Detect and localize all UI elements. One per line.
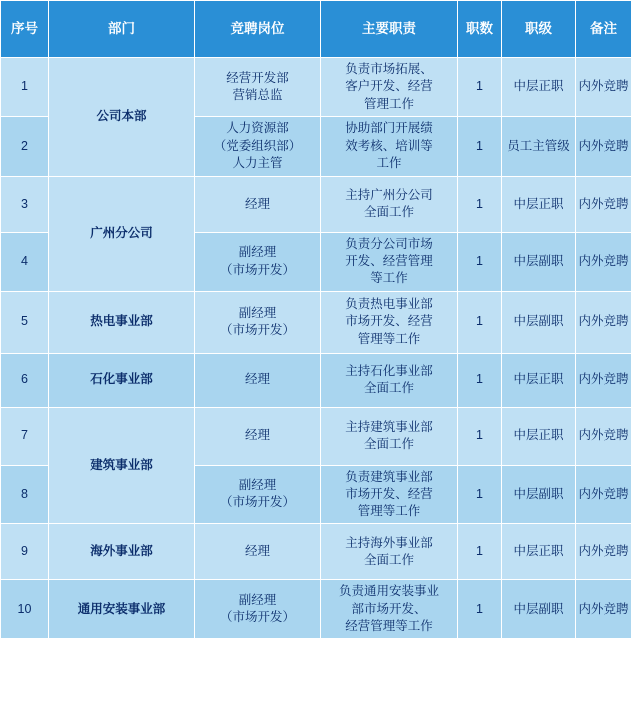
cell-post-line: 人力主管 (232, 155, 283, 170)
cell-seq: 2 (1, 116, 49, 176)
cell-note: 内外竞聘 (576, 465, 631, 524)
cell-post-line: 副经理 (238, 305, 277, 320)
cell-duty-line: 部市场开发、 (351, 601, 427, 616)
cell-rank: 中层副职 (502, 291, 576, 353)
cell-note: 内外竞聘 (576, 291, 631, 353)
column-header-dept: 部门 (49, 1, 195, 58)
column-header-note: 备注 (576, 1, 631, 58)
cell-duty-line: 效考核、培训等 (345, 138, 433, 153)
cell-seq: 9 (1, 524, 49, 580)
column-header-duty: 主要职责 (321, 1, 458, 58)
cell-seq: 6 (1, 353, 49, 407)
cell-post (195, 524, 321, 580)
cell-duty-line: 经营管理等工作 (345, 618, 433, 633)
cell-post (195, 291, 321, 353)
cell-rank: 中层正职 (502, 176, 576, 232)
cell-post-line: （市场开发） (219, 610, 295, 625)
cell-post (195, 407, 321, 465)
cell-duty-line: 全面工作 (363, 205, 414, 220)
cell-headcount: 1 (458, 580, 502, 639)
cell-headcount: 1 (458, 407, 502, 465)
cell-seq: 8 (1, 465, 49, 524)
cell-rank: 中层正职 (502, 524, 576, 580)
cell-post (195, 353, 321, 407)
cell-duty-line: 工作 (376, 155, 402, 170)
table-body (1, 58, 631, 639)
column-header-seq: 序号 (1, 1, 49, 58)
cell-headcount: 1 (458, 176, 502, 232)
cell-headcount: 1 (458, 58, 502, 117)
cell-department: 公司本部 (49, 58, 195, 177)
table-header (1, 1, 631, 58)
cell-note: 内外竞聘 (576, 524, 631, 580)
cell-post-line: 经理 (244, 372, 270, 387)
cell-rank: 中层正职 (502, 58, 576, 117)
cell-duty (321, 465, 458, 524)
cell-duty-line: 负责市场拓展、 (345, 62, 433, 76)
table-row (1, 291, 631, 353)
cell-post-line: （党委组织部） (213, 138, 302, 153)
cell-headcount: 1 (458, 524, 502, 580)
cell-post (195, 580, 321, 639)
table-row (1, 407, 631, 465)
cell-rank: 中层副职 (502, 580, 576, 639)
cell-headcount: 1 (458, 232, 502, 291)
cell-department: 海外事业部 (49, 524, 195, 580)
cell-post-line: 经理 (244, 544, 270, 559)
cell-duty-line: 全面工作 (363, 437, 414, 451)
cell-duty (321, 58, 458, 117)
cell-duty-line: 全面工作 (363, 381, 414, 395)
cell-duty-line: 主持海外事业部 (345, 535, 433, 550)
cell-department: 广州分公司 (49, 176, 195, 291)
cell-post-line: 营销总监 (232, 87, 283, 102)
table-row (1, 353, 631, 407)
cell-department: 建筑事业部 (49, 407, 195, 524)
cell-post-line: 副经理 (238, 245, 277, 260)
cell-duty-line: 等工作 (370, 271, 408, 286)
cell-department: 通用安装事业部 (49, 580, 195, 639)
cell-seq: 10 (1, 580, 49, 639)
column-header-rank: 职级 (502, 1, 576, 58)
cell-duty-line: 客户开发、经营 (345, 79, 433, 94)
cell-duty-line: 开发、经营管理 (345, 254, 433, 268)
cell-post-line: （市场开发） (219, 262, 295, 277)
cell-duty-line: 主持建筑事业部 (345, 419, 433, 434)
cell-note: 内外竞聘 (576, 580, 631, 639)
cell-duty-line: 管理工作 (363, 96, 414, 111)
cell-post-line: 经理 (244, 428, 270, 443)
cell-headcount: 1 (458, 465, 502, 524)
cell-post-line: 经理 (244, 196, 270, 211)
cell-department: 石化事业部 (49, 353, 195, 407)
cell-headcount: 1 (458, 116, 502, 176)
cell-rank: 员工主管级 (502, 116, 576, 176)
cell-note: 内外竞聘 (576, 232, 631, 291)
cell-duty (321, 407, 458, 465)
table-header-row (1, 1, 631, 58)
column-header-post: 竞聘岗位 (195, 1, 321, 58)
table-row (1, 58, 631, 117)
cell-duty-line: 负责建筑事业部 (345, 469, 433, 484)
table-row (1, 176, 631, 232)
cell-rank: 中层正职 (502, 353, 576, 407)
cell-duty-line: 主持广州分公司 (345, 188, 433, 202)
cell-seq: 5 (1, 291, 49, 353)
cell-note: 内外竞聘 (576, 407, 631, 465)
cell-note: 内外竞聘 (576, 116, 631, 176)
cell-duty-line: 负责通用安装事业 (338, 584, 439, 599)
cell-post-line: （市场开发） (219, 495, 295, 510)
cell-seq: 1 (1, 58, 49, 117)
cell-duty-line: 负责分公司市场 (345, 236, 433, 251)
cell-duty (321, 116, 458, 176)
cell-seq: 3 (1, 176, 49, 232)
cell-duty (321, 580, 458, 639)
cell-post (195, 116, 321, 176)
cell-post-line: 经营开发部 (226, 70, 289, 85)
cell-post (195, 176, 321, 232)
cell-note: 内外竞聘 (576, 353, 631, 407)
column-header-num: 职数 (458, 1, 502, 58)
cell-headcount: 1 (458, 353, 502, 407)
cell-post-line: 副经理 (238, 478, 277, 493)
cell-duty-line: 全面工作 (363, 552, 414, 567)
cell-duty (321, 291, 458, 353)
cell-headcount: 1 (458, 291, 502, 353)
cell-duty (321, 176, 458, 232)
cell-seq: 7 (1, 407, 49, 465)
cell-duty-line: 管理等工作 (357, 331, 421, 346)
cell-rank: 中层副职 (502, 232, 576, 291)
cell-post (195, 232, 321, 291)
cell-post-line: 副经理 (238, 592, 277, 607)
table-row (1, 580, 631, 639)
cell-duty-line: 主持石化事业部 (345, 363, 433, 378)
cell-department: 热电事业部 (49, 291, 195, 353)
cell-post (195, 58, 321, 117)
cell-duty-line: 管理等工作 (357, 504, 421, 518)
cell-duty-line: 市场开发、经营 (345, 486, 433, 501)
cell-rank: 中层副职 (502, 465, 576, 524)
cell-seq: 4 (1, 232, 49, 291)
table-row (1, 524, 631, 580)
cell-duty (321, 353, 458, 407)
cell-duty-line: 负责热电事业部 (345, 297, 433, 312)
cell-note: 内外竞聘 (576, 58, 631, 117)
cell-duty-line: 市场开发、经营 (345, 314, 433, 329)
cell-post (195, 465, 321, 524)
cell-note: 内外竞聘 (576, 176, 631, 232)
cell-duty-line: 协助部门开展绩 (345, 121, 433, 136)
cell-duty (321, 524, 458, 580)
cell-post-line: （市场开发） (219, 323, 295, 337)
cell-rank: 中层正职 (502, 407, 576, 465)
cell-duty (321, 232, 458, 291)
cell-post-line: 人力资源部 (226, 121, 289, 136)
